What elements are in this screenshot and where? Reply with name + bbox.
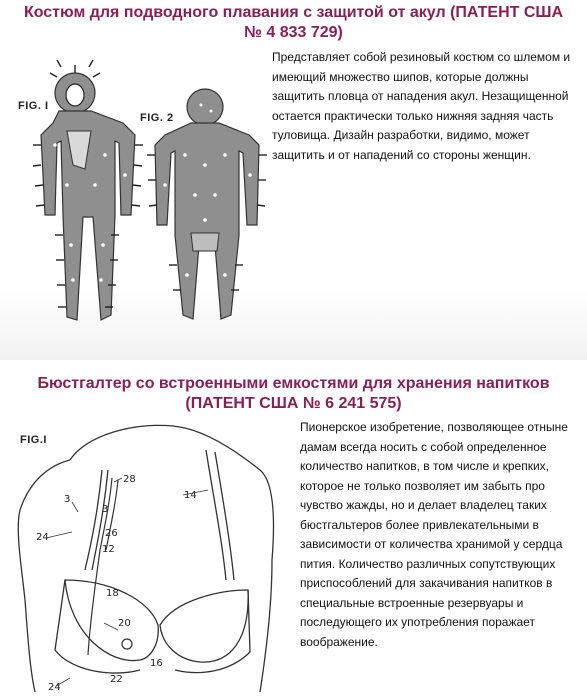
suit-figure-back	[155, 89, 259, 319]
ref-number: 26	[105, 528, 118, 539]
bra-straps	[85, 450, 234, 580]
suit-back-seat-panel	[191, 233, 219, 251]
bra-illustration	[10, 420, 285, 700]
ref-number: 22	[110, 674, 123, 685]
article1-title	[0, 3, 587, 43]
article2-description: Пионерское изобретение, позволяющее отныне дамам всегда носить с собой определенное количество напитков, в том числе и крепких, которое не только позволяет им забыть про чувство жажды, но и делает владелец таких бюстгальтеров более привлекательными в зависимости от количества хранимой у сердца пития. Количество различных сопутствующих приспособлений для закачивания напитков в специальные встроенные резервуары и последующего их употребления поражает воображение.	[300, 420, 568, 649]
article2-title	[0, 374, 587, 414]
ref-number: 16	[150, 658, 163, 669]
ref-number: 24	[36, 532, 49, 543]
article1-title-line2: № 4 833 729)	[244, 24, 343, 41]
fig2-label: FIG. 2	[140, 112, 174, 124]
article2-title-line2: (ПАТЕНТ США № 6 241 575)	[185, 395, 402, 412]
article1-title-line1: Костюм для подводного плавания с защитой от акул (ПАТЕНТ США	[23, 4, 564, 21]
suit-face-opening	[66, 84, 84, 106]
ref-number: 14	[184, 490, 197, 501]
ref-number: 3	[102, 504, 109, 515]
ref-number: 18	[106, 588, 119, 599]
ref-number: 28	[123, 474, 136, 485]
article1-description: Представляет собой резиновый костюм со шлемом и имеющий множество шипов, которые должны защитить пловца от нападения акул. Незащищенной остается практически только нижняя задняя часть туловища. Дизайн разработки, видимо, может защитить и от нападений со стороны женщин.	[272, 50, 571, 162]
shark-suit-illustration	[5, 45, 270, 355]
fig1-label: FIG. I	[18, 100, 49, 112]
ref-number: 24	[48, 682, 61, 693]
suit-figure-front	[41, 73, 135, 320]
ref-number: 3	[64, 494, 71, 505]
ref-number: 20	[118, 618, 131, 629]
bra-ref-numbers	[36, 474, 197, 693]
article2-title-line1: Бюстгалтер со встроенными емкостями для хранения напитков	[37, 375, 550, 392]
bra-fig-label: FIG.I	[20, 434, 47, 446]
leader-lines	[46, 478, 208, 686]
ref-number: 12	[102, 544, 115, 555]
